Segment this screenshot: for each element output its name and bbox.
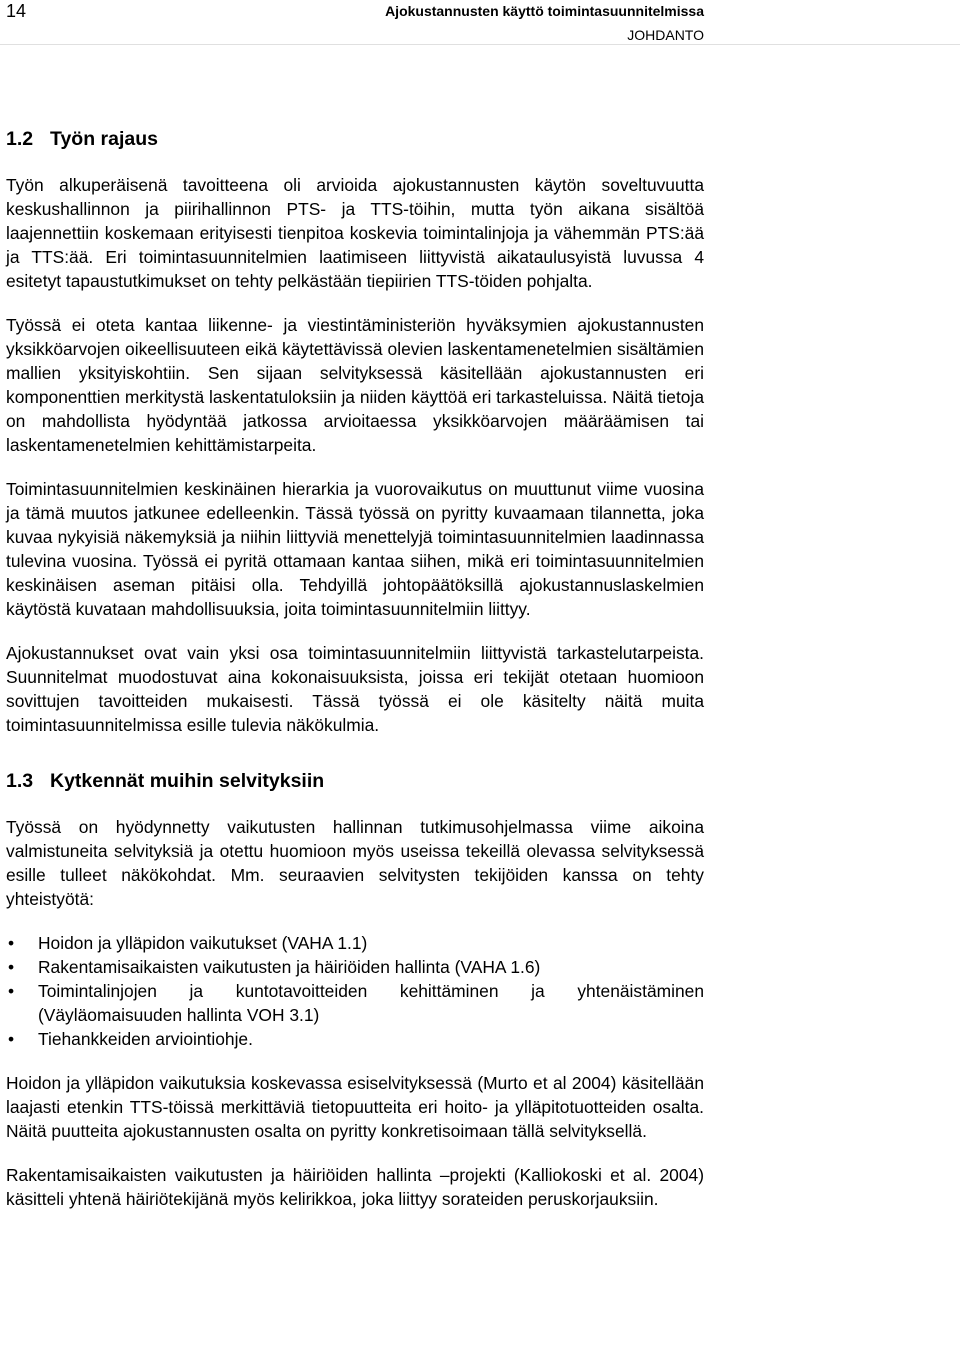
bullet-icon: • [8,981,15,1001]
paragraph: Ajokustannukset ovat vain yksi osa toimintasuunnitelmiin liittyvistä tarkastelutarpeista. Suunnitelmat muodostuvat aina kokonaisuuksista, joissa eri tekijät otetaan huomioon sovittujen tavoitteiden mukaisesti. Tässä työssä ei ole käsitelty näitä muita toimintasuunnitelmissa esille tulevia näkökulmia. [6,643,704,735]
list-item [6,1027,704,1051]
bullet-list [6,931,704,1051]
section-heading-1-3 [6,767,704,795]
header-divider [0,44,960,45]
bullet-icon: • [8,1029,15,1049]
page-body [6,125,704,1211]
list-item [6,979,704,1027]
section-title: Kytkennät muihin selvityksiin [50,770,325,792]
running-header-chapter: JOHDANTO [627,27,704,43]
section-heading-1-2 [6,125,704,153]
list-item-text: Rakentamisaikaisten vaikutusten ja häiriöiden hallinta (VAHA 1.6) [38,957,541,977]
paragraph: Työn alkuperäisenä tavoitteena oli arvioida ajokustannusten käytön soveltuvuutta keskushallinnon ja piirihallinnon PTS- ja TTS-töihin, mutta työn aikana sisältöä laajennettiin koskemaan erityisesti tienpitoa koskevia toimintalinjoja ja vähemmän PTS:ää ja TTS:ää. Eri toimintasuunnitelmien laatimiseen liittyvistä aikataulusyistä luvussa 4 esitetyt tapaustutkimukset on tehty pelkästään tiepiirien TTS-töiden pohjalta. [6,175,704,291]
running-header-title: Ajokustannusten käyttö toimintasuunnitelmissa [385,3,704,19]
list-item [6,931,704,955]
paragraph: Toimintasuunnitelmien keskinäinen hierarkia ja vuorovaikutus on muuttunut viime vuosina ja tämä muutos jatkunee edelleenkin. Tässä työssä on pyritty kuvaamaan tilannetta, joka kuvaa nykyisiä näkemyksiä ja niihin liittyviä menettelyjä toimintasuunnitelmien laadinnassa tulevina vuosina. Työssä ei pyritä ottamaan kantaa siihen, mikä eri toimintasuunnitelmien keskinäisen aseman pitäisi olla. Tehdyillä johtopäätöksillä ajokustannuslaskelmien käytöstä kuvataan mahdollisuuksia, joita toimintasuunnitelmiin liittyy. [6,479,704,619]
list-item-text: Hoidon ja ylläpidon vaikutukset (VAHA 1.1) [38,933,368,953]
paragraph: Työssä on hyödynnetty vaikutusten hallinnan tutkimusohjelmassa viime aikoina valmistuneita selvityksiä ja otettu huomioon myös useissa tekeillä olevassa selvityksessä esille tulleet näkökohdat. Mm. seuraavien selvitysten tekijöiden kanssa on tehty yhteistyötä: [6,817,704,909]
page-number: 14 [6,1,27,21]
section-number: 1.2 [6,128,34,150]
running-header [385,0,704,46]
paragraph: Työssä ei oteta kantaa liikenne- ja viestintäministeriön hyväksymien ajokustannusten yksikköarvojen oikeellisuuteen eikä käytettävissä olevien laskentamenetelmien sisältämien mallien yksityiskohtiin. Sen sijaan selvityksessä käsitellään ajokustannusten eri komponenttien merkitystä laskentatuloksiin ja niiden käyttöä eri tarkasteluissa. Näitä tietoja on mahdollista hyödyntää jatkossa arvioitaessa yksikköarvojen määräämisen tai laskentamenetelmien kehittämistarpeita. [6,315,704,455]
list-item-text: Toimintalinjojen ja kuntotavoitteiden kehittäminen ja yhtenäistäminen (Väyläomaisuuden hallinta VOH 3.1) [38,981,704,1025]
paragraph: Rakentamisaikaisten vaikutusten ja häiriöiden hallinta –projekti (Kalliokoski et al. 2004) käsitteli yhtenä häiriötekijänä myös kelirikkoa, joka liittyy sorateiden peruskorjauksiin. [6,1165,704,1209]
section-number: 1.3 [6,770,34,792]
paragraph: Hoidon ja ylläpidon vaikutuksia koskevassa esiselvityksessä (Murto et al 2004) käsitellään laajasti etenkin TTS-töissä merkittäviä tietopuutteita eri hoito- ja ylläpitotuotteiden osalta. Näitä puutteita ajokustannusten osalta on pyritty konkretisoimaan tällä selvityksellä. [6,1073,704,1141]
list-item-text: Tiehankkeiden arviointiohje. [38,1029,253,1049]
list-item [6,955,704,979]
bullet-icon: • [8,957,15,977]
bullet-icon: • [8,933,15,953]
section-title: Työn rajaus [50,128,159,150]
